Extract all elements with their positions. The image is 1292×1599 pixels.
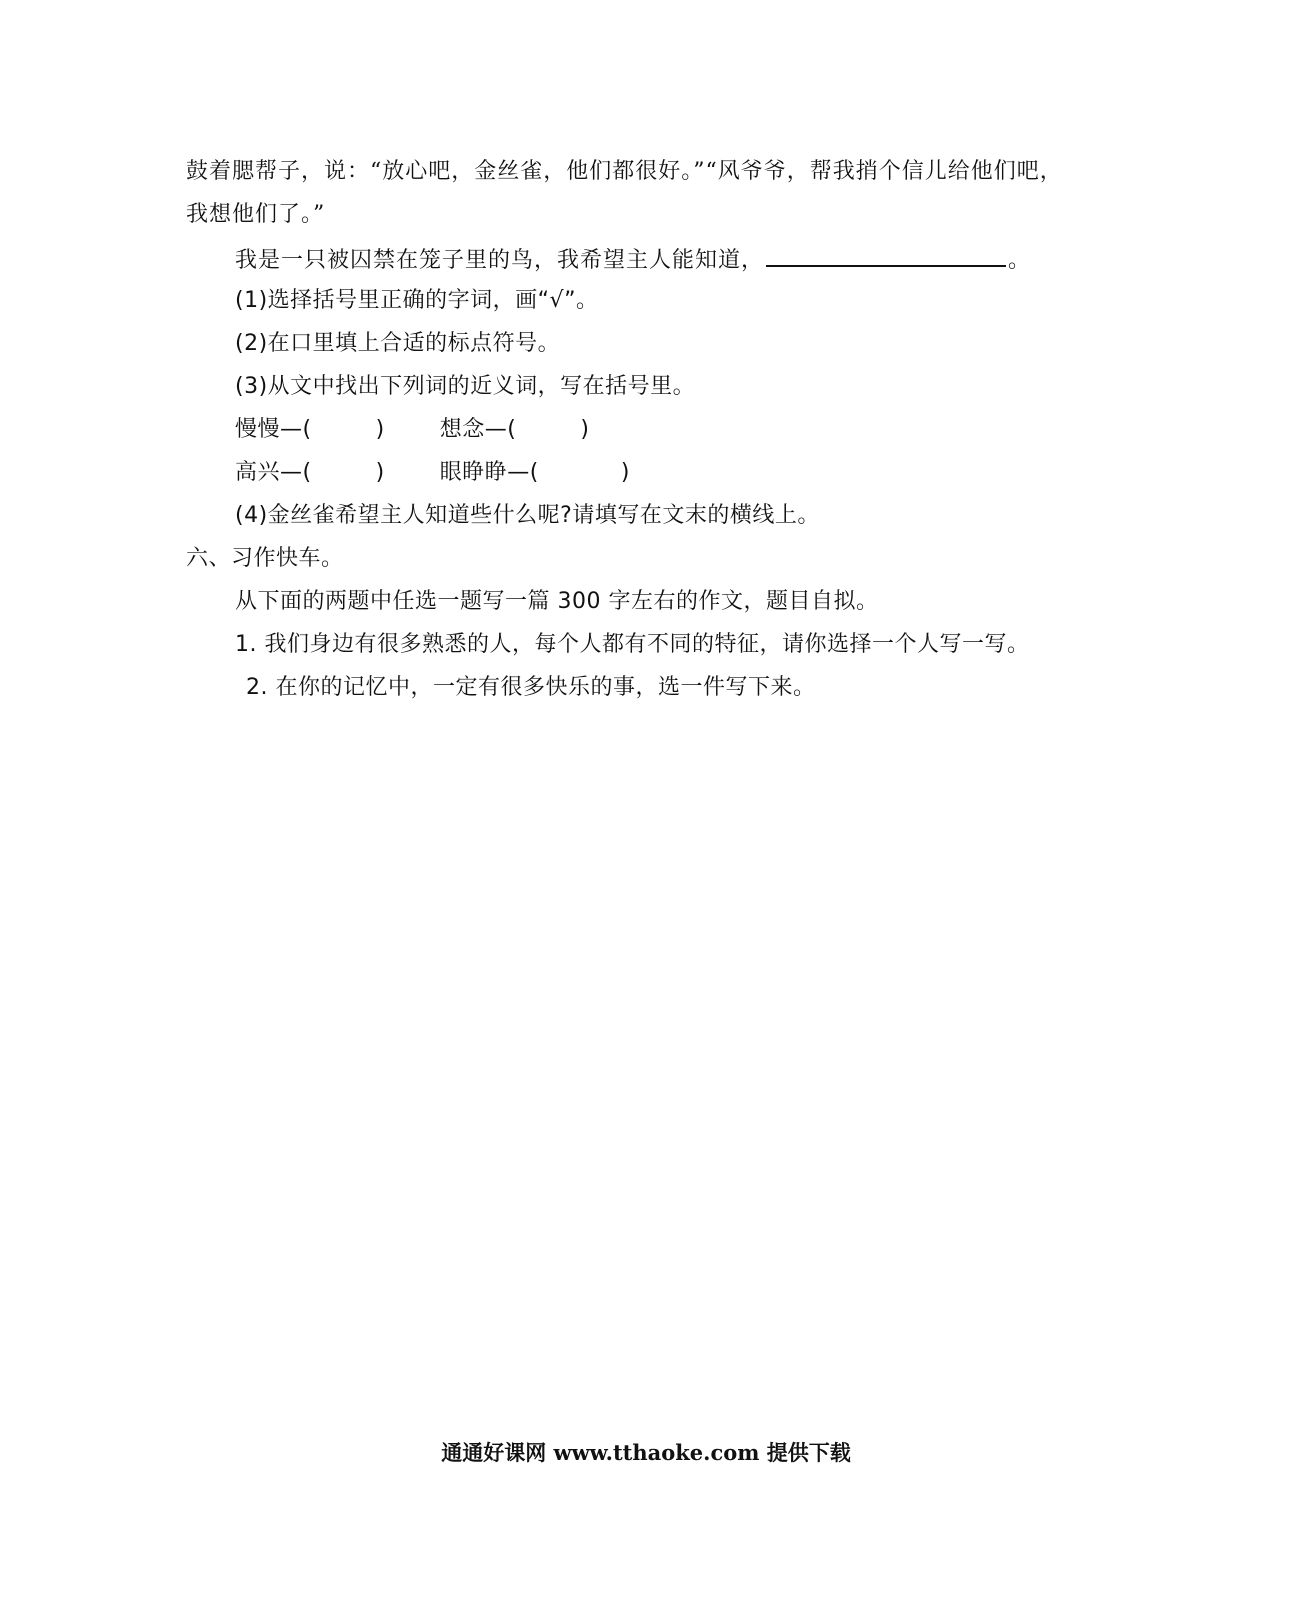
synonym-word: 慢慢 <box>235 417 281 442</box>
synonym-item <box>235 458 385 488</box>
synonym-dash: —( <box>280 417 312 442</box>
synonym-dash: —( <box>507 460 539 485</box>
synonym-word: 高兴 <box>235 460 281 485</box>
synonym-item <box>440 415 590 445</box>
synonym-close: ) <box>580 417 590 442</box>
passage-line-1: 鼓着腮帮子，说：“放心吧，金丝雀，他们都很好。”“风爷爷，帮我捎个信儿给他们吧， <box>186 159 1063 184</box>
synonyms-row-2 <box>235 458 630 488</box>
answer-blank-line[interactable] <box>766 243 1006 267</box>
synonym-close: ) <box>620 460 630 485</box>
passage-line-3 <box>235 243 1031 276</box>
question-2: (2)在口里填上合适的标点符号。 <box>235 331 561 356</box>
question-3: (3)从文中找出下列词的近义词，写在括号里。 <box>235 374 696 399</box>
synonym-item <box>235 415 385 445</box>
section-6-intro: 从下面的两题中任选一题写一篇 300 字左右的作文，题目自拟。 <box>235 589 879 614</box>
section-6-heading: 六、习作快车。 <box>186 546 344 571</box>
footer-download-notice: 通通好课网 www.tthaoke.com 提供下载 <box>441 1440 851 1465</box>
composition-topic-1: 1. 我们身边有很多熟悉的人，每个人都有不同的特征，请你选择一个人写一写。 <box>235 632 1030 657</box>
question-1: (1)选择括号里正确的字词，画“√”。 <box>235 288 599 313</box>
composition-topic-2: 2. 在你的记忆中，一定有很多快乐的事，选一件写下来。 <box>246 675 816 700</box>
question-4: (4)金丝雀希望主人知道些什么呢?请填写在文末的横线上。 <box>235 503 820 528</box>
synonym-close: ) <box>375 460 385 485</box>
synonym-dash: —( <box>280 460 312 485</box>
synonym-item <box>440 458 630 488</box>
passage-line-3-text: 我是一只被囚禁在笼子里的鸟，我希望主人能知道， <box>235 248 765 273</box>
synonym-word: 想念 <box>439 417 485 442</box>
synonym-close: ) <box>375 417 385 442</box>
synonym-dash: —( <box>484 417 517 442</box>
synonyms-row-1 <box>235 415 589 445</box>
passage-line-3-end: 。 <box>1008 248 1032 273</box>
synonym-word: 眼睁睁 <box>439 460 508 485</box>
passage-line-2: 我想他们了。” <box>186 202 326 227</box>
